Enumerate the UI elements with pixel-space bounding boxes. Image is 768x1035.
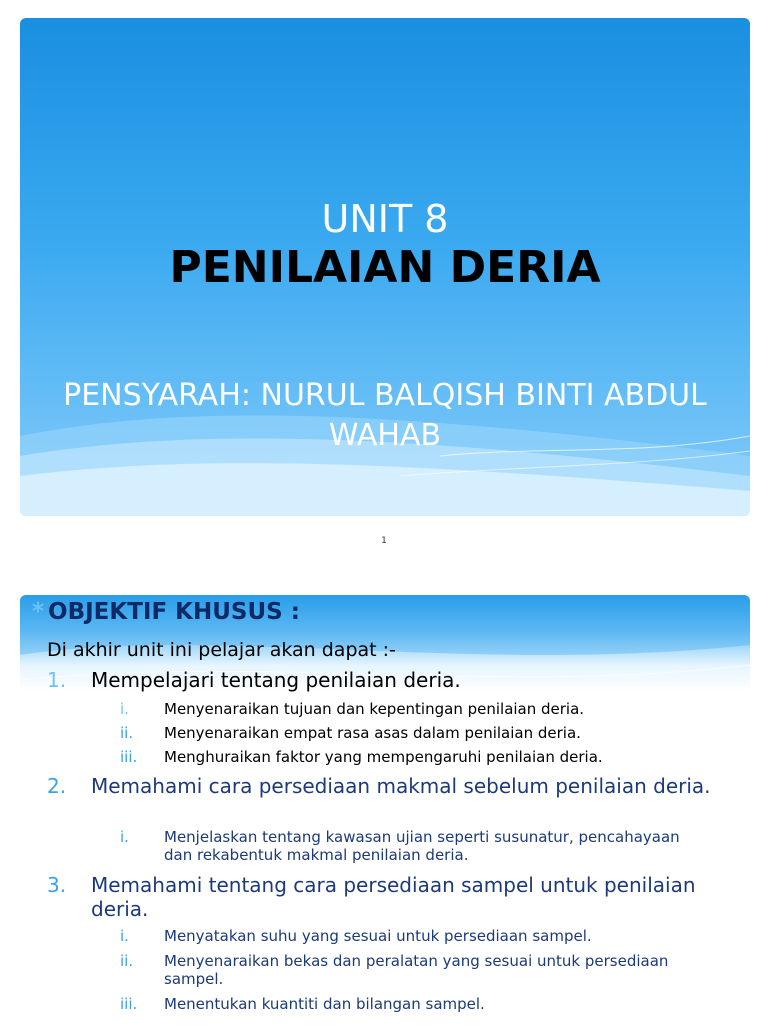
page-number: 1 bbox=[381, 536, 387, 546]
topic-title: PENILAIAN DERIA bbox=[169, 242, 601, 293]
objectives-heading: * OBJEKTIF KHUSUS : bbox=[32, 599, 300, 625]
list-number: 1. bbox=[47, 668, 67, 692]
lecturer-name: PENSYARAH: NURUL BALQISH BINTI ABDUL WAHAB bbox=[63, 378, 707, 453]
list-number: 2. bbox=[47, 774, 67, 798]
sub-objective-item: i. Menjelaskan tentang kawasan ujian seperti susunatur, pencahayaan dan rekabentuk makmal penilaian deria. bbox=[120, 828, 680, 864]
sub-objective-item: i. Menyatakan suhu yang sesuai untuk persediaan sampel. bbox=[120, 927, 592, 945]
star-bullet-icon: * bbox=[32, 599, 45, 625]
objective-item: 3. Memahami tentang cara persediaan sampel untuk penilaian deria. bbox=[47, 873, 696, 921]
intro-text: Di akhir unit ini pelajar akan dapat :- bbox=[47, 639, 396, 661]
list-number: 3. bbox=[47, 873, 67, 897]
sub-objective-item: ii. Menyenaraikan bekas dan peralatan yang sesuai untuk persediaan sampel. bbox=[120, 952, 669, 988]
objective-item: 1. Mempelajari tentang penilaian deria. bbox=[47, 668, 461, 692]
sub-objective-item: ii. Menyenaraikan empat rasa asas dalam penilaian deria. bbox=[120, 724, 581, 742]
unit-title: UNIT 8 bbox=[321, 197, 449, 241]
objectives-slide bbox=[20, 595, 750, 1035]
sub-objective-item: iii. Menentukan kuantiti dan bilangan sampel. bbox=[120, 995, 485, 1013]
sub-objective-item: i. Menyenaraikan tujuan dan kepentingan penilaian deria. bbox=[120, 700, 585, 718]
sub-objective-item: iii. Menghuraikan faktor yang mempengaruhi penilaian deria. bbox=[120, 748, 603, 766]
objective-item: 2. Memahami cara persediaan makmal sebelum penilaian deria. bbox=[47, 774, 711, 798]
title-slide bbox=[20, 18, 750, 516]
